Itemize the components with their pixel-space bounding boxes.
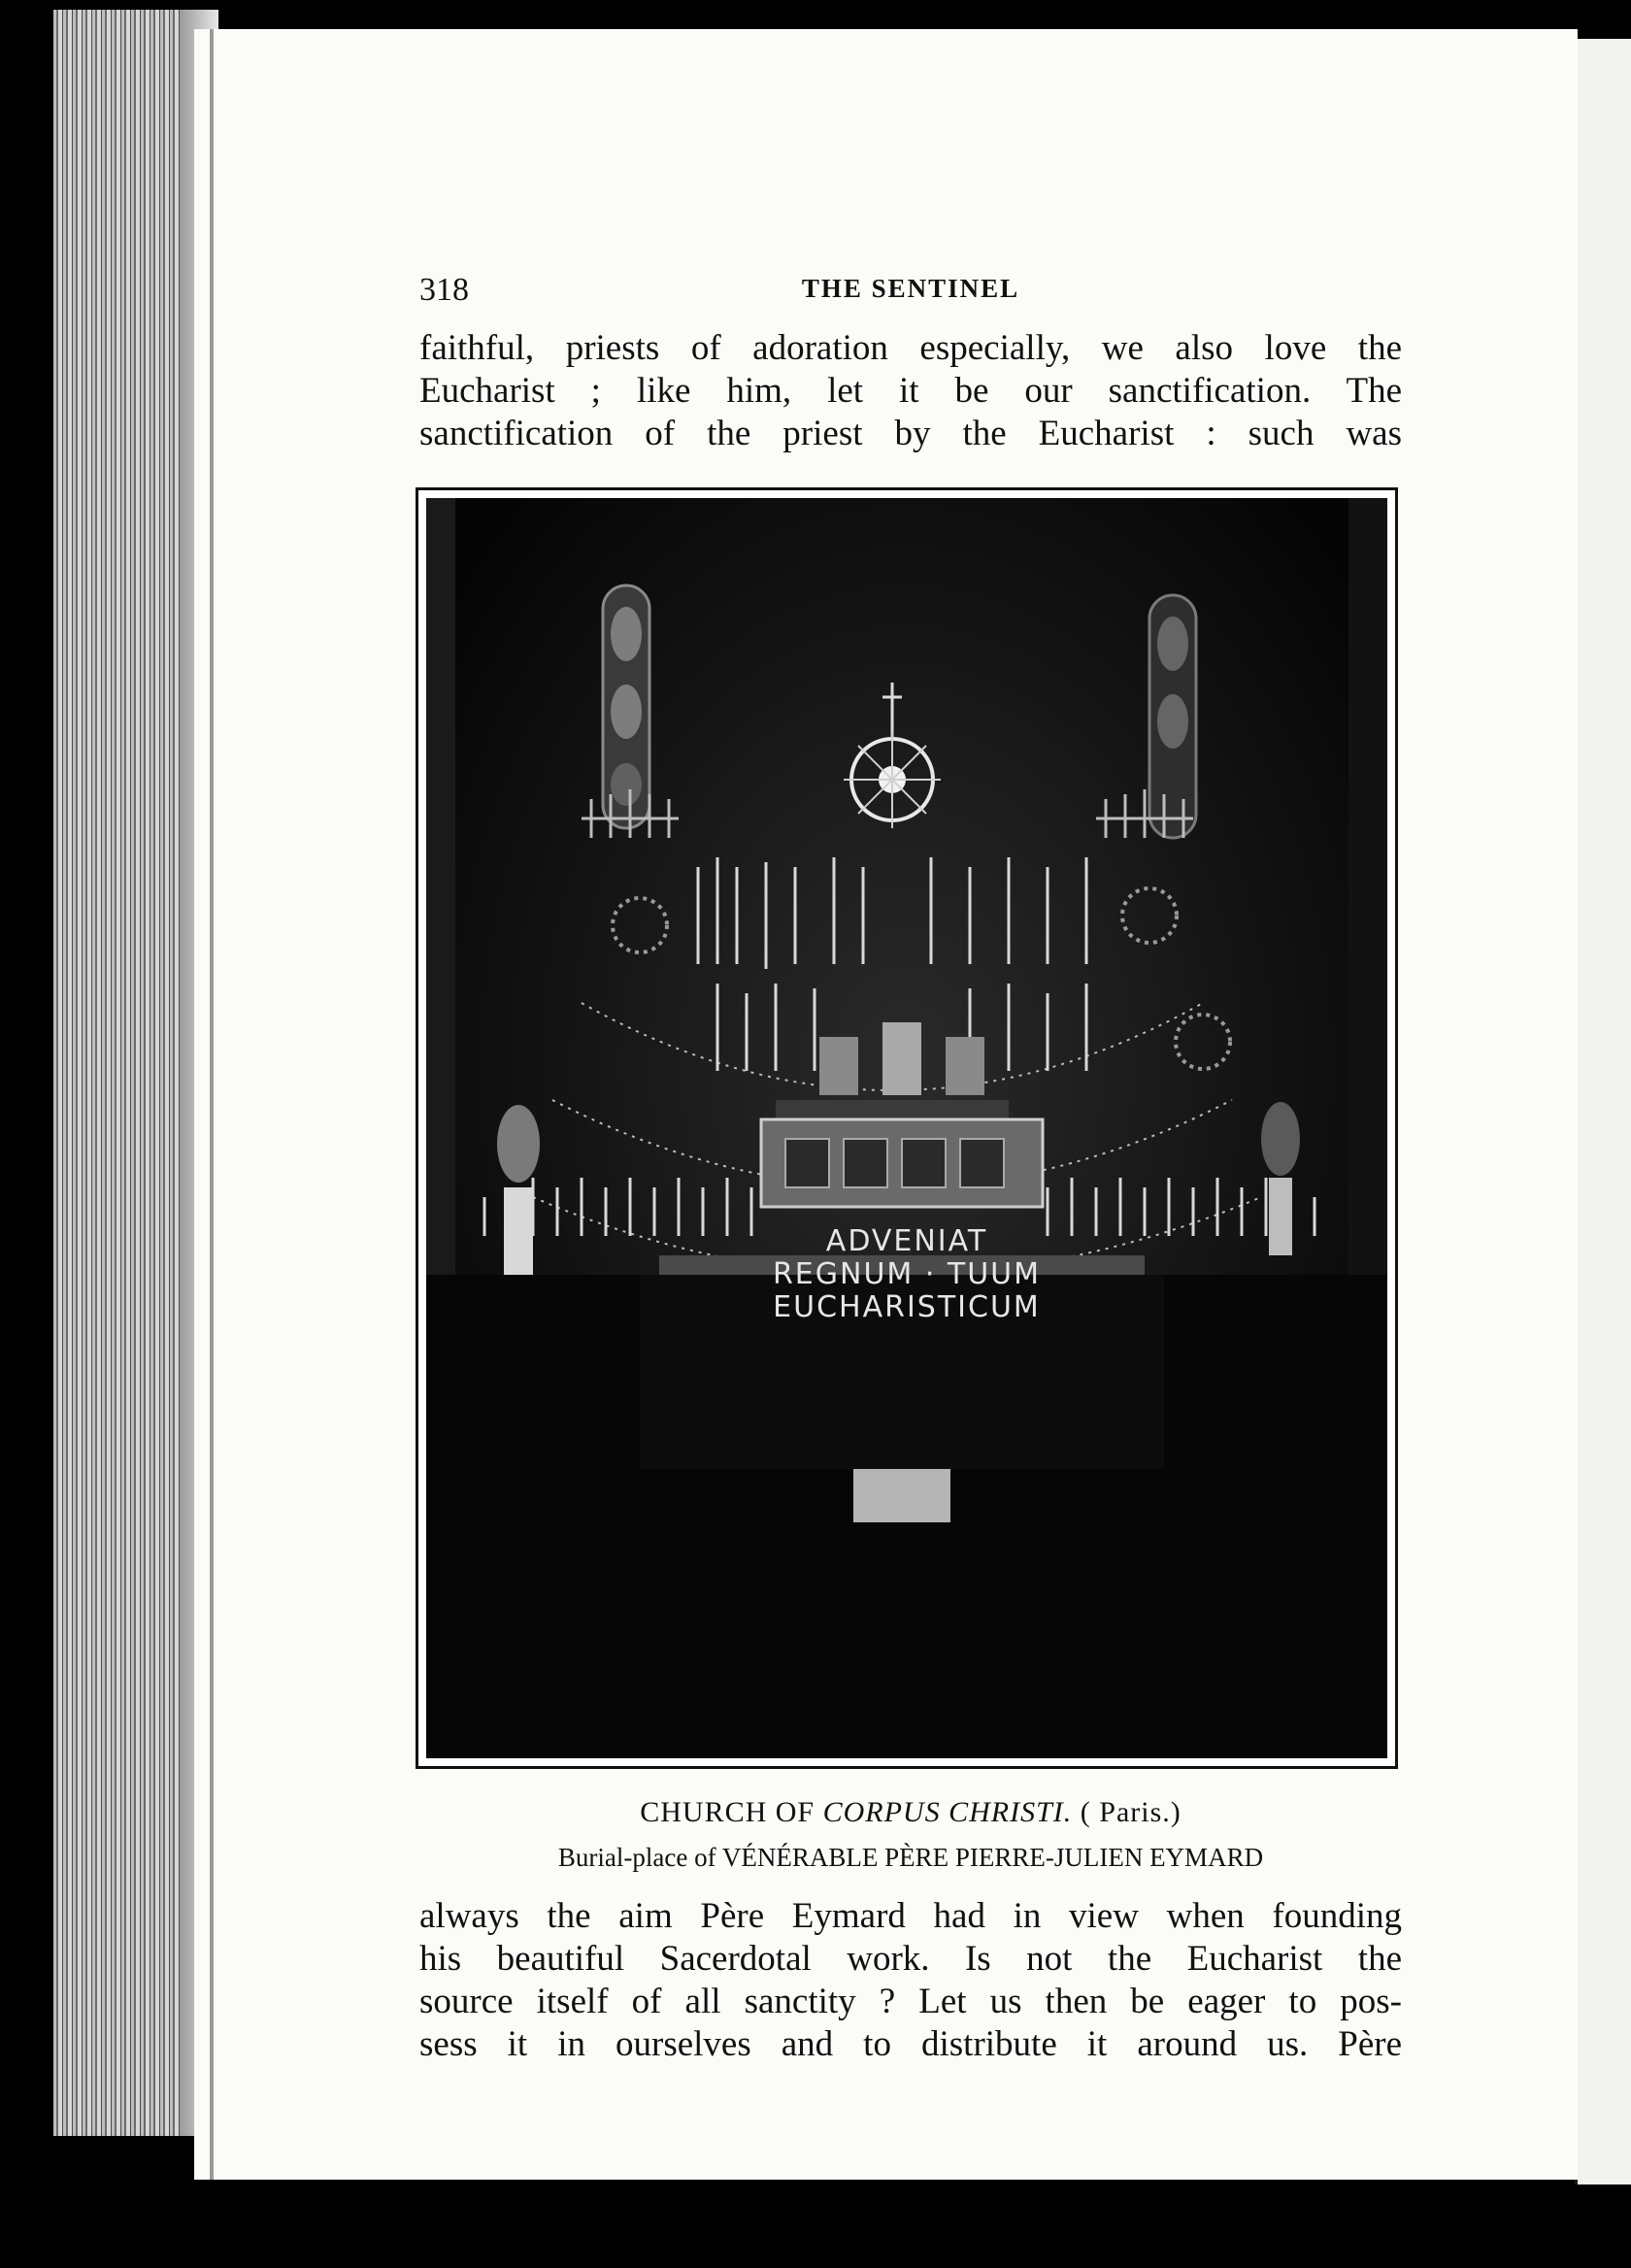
text-line: faithful, priests of adoration especially, we also love the (419, 328, 1402, 368)
page-header (419, 272, 1402, 311)
altar-inscription-line: EUCHARISTICUM (773, 1290, 1041, 1324)
top-paragraph (419, 327, 1402, 455)
text-line: sanctification of the priest by the Eucharist : such was (419, 414, 1402, 453)
photo-caption-title (419, 1796, 1402, 1829)
caption-church-name: CORPUS CHRISTI. (822, 1796, 1073, 1828)
text-line: sess it in ourselves and to distribute it around us. Père (419, 2024, 1402, 2064)
text-line: Eucharist ; like him, let it be our sanctification. The (419, 371, 1402, 411)
caption-prefix: CHURCH OF (640, 1796, 816, 1828)
altar-inscription-line: REGNUM · TUUM (772, 1257, 1042, 1291)
altar-inscription-line: ADVENIAT (825, 1224, 988, 1258)
running-title: THE SENTINEL (801, 274, 1020, 303)
bottom-paragraph (419, 1895, 1402, 2066)
caption-location: ( Paris.) (1080, 1796, 1182, 1828)
text-line: always the aim Père Eymard had in view when founding (419, 1896, 1402, 1936)
altar-illustration (426, 498, 1387, 1758)
altar-photo (426, 498, 1387, 1758)
facing-page-edge (1575, 39, 1631, 2185)
text-line: his beautiful Sacerdotal work. Is not the Eucharist the (419, 1939, 1402, 1979)
photo-caption-subtitle: Burial-place of VÉNÉRABLE PÈRE PIERRE-JULIEN EYMARD (557, 1843, 1264, 1872)
text-line: source itself of all sanctity ? Let us then be eager to pos- (419, 1982, 1402, 2021)
church-photograph (416, 487, 1398, 1769)
page-number: 318 (419, 272, 469, 308)
